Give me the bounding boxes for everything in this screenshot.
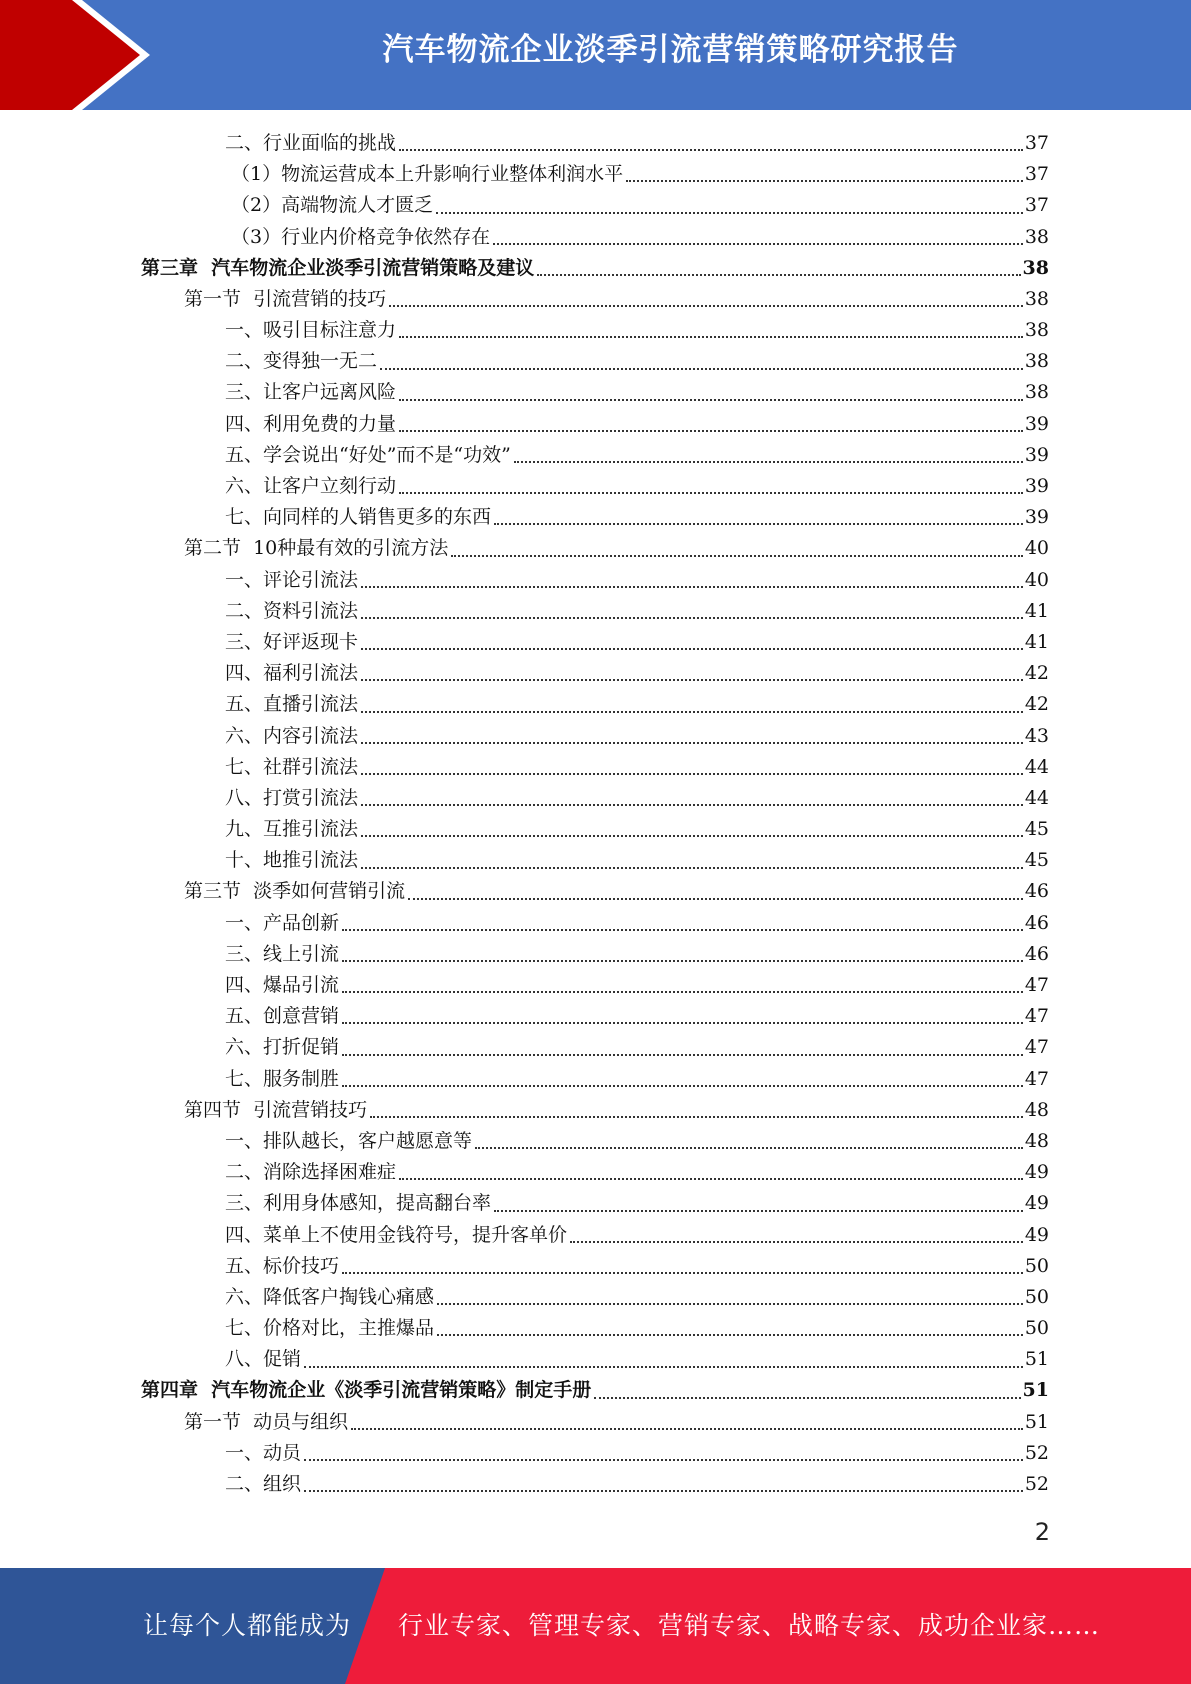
toc-dot-leader xyxy=(514,460,1023,463)
toc-dot-leader xyxy=(399,148,1023,151)
toc-entry-page: 41 xyxy=(1024,630,1049,653)
toc-entry-section[interactable] xyxy=(141,1095,1049,1126)
toc-dot-leader xyxy=(304,1365,1023,1368)
toc-dot-leader xyxy=(361,803,1023,806)
toc-entry-label: 七、服务制胜 xyxy=(225,1067,340,1090)
toc-dot-leader xyxy=(570,1240,1023,1243)
toc-dot-leader xyxy=(342,928,1023,931)
toc-entry-item[interactable] xyxy=(141,471,1049,502)
toc-entry-item[interactable] xyxy=(141,596,1049,627)
toc-entry-sub[interactable] xyxy=(141,190,1049,221)
toc-entry-chapter[interactable] xyxy=(141,1376,1049,1407)
toc-entry-label: 二、组织 xyxy=(225,1473,302,1496)
footer-slogan-right: 行业专家、管理专家、营销专家、战略专家、成功企业家…… xyxy=(398,1611,1101,1640)
toc-entry-page: 46 xyxy=(1024,911,1049,934)
toc-dot-leader xyxy=(380,367,1023,370)
toc-entry-section[interactable] xyxy=(141,1407,1049,1438)
toc-entry-section[interactable] xyxy=(141,533,1049,564)
toc-entry-page: 42 xyxy=(1024,693,1049,716)
toc-entry-label: 八、促销 xyxy=(225,1348,302,1371)
toc-entry-item[interactable] xyxy=(141,627,1049,658)
toc-entry-page: 50 xyxy=(1024,1317,1049,1340)
toc-entry-page: 39 xyxy=(1024,506,1049,529)
toc-entry-item[interactable] xyxy=(141,939,1049,970)
toc-entry-label: 八、打赏引流法 xyxy=(225,786,359,809)
toc-dot-leader xyxy=(361,616,1023,619)
toc-entry-item[interactable] xyxy=(141,689,1049,720)
toc-dot-leader xyxy=(361,678,1023,681)
toc-entry-page: 45 xyxy=(1024,849,1049,872)
toc-entry-label: 四、菜单上不使用金钱符号，提升客单价 xyxy=(225,1223,568,1246)
toc-entry-label: 第三章 汽车物流企业淡季引流营销策略及建议 xyxy=(141,256,535,279)
toc-entry-label: 三、好评返现卡 xyxy=(225,630,359,653)
toc-entry-label: 一、评论引流法 xyxy=(225,568,359,591)
toc-entry-sub[interactable] xyxy=(141,159,1049,190)
toc-entry-page: 46 xyxy=(1024,942,1049,965)
toc-entry-label: 六、让客户立刻行动 xyxy=(225,475,397,498)
toc-entry-item[interactable] xyxy=(141,1188,1049,1219)
toc-entry-item[interactable] xyxy=(141,1313,1049,1344)
toc-entry-page: 47 xyxy=(1024,1067,1049,1090)
toc-entry-section[interactable] xyxy=(141,877,1049,908)
toc-entry-page: 38 xyxy=(1024,381,1049,404)
toc-dot-leader xyxy=(594,1396,1020,1399)
toc-entry-label: （3）行业内价格竞争依然存在 xyxy=(231,225,491,248)
toc-entry-page: 44 xyxy=(1024,786,1049,809)
toc-entry-label: 三、线上引流 xyxy=(225,942,340,965)
toc-dot-leader xyxy=(342,1021,1023,1024)
toc-entry-item[interactable] xyxy=(141,721,1049,752)
toc-entry-item[interactable] xyxy=(141,1064,1049,1095)
toc-entry-item[interactable] xyxy=(141,409,1049,440)
toc-entry-label: 第二节 10种最有效的引流方法 xyxy=(184,537,449,560)
chevron-arrow-icon xyxy=(0,0,140,110)
page-number: 2 xyxy=(1034,1518,1050,1546)
toc-entry-label: 四、福利引流法 xyxy=(225,662,359,685)
toc-entry-page: 46 xyxy=(1024,880,1049,903)
toc-entry-item[interactable] xyxy=(141,970,1049,1001)
toc-entry-label: 一、动员 xyxy=(225,1441,302,1464)
footer-slogan-left: 让每个人都能成为 xyxy=(143,1611,352,1640)
toc-entry-label: 七、价格对比，主推爆品 xyxy=(225,1317,435,1340)
toc-entry-chapter[interactable] xyxy=(141,253,1049,284)
toc-entry-page: 38 xyxy=(1022,256,1049,279)
toc-entry-page: 40 xyxy=(1024,568,1049,591)
toc-dot-leader xyxy=(494,1209,1023,1212)
toc-dot-leader xyxy=(399,1177,1023,1180)
toc-dot-leader xyxy=(370,1115,1023,1118)
toc-entry-page: 45 xyxy=(1024,818,1049,841)
toc-entry-item[interactable] xyxy=(141,1469,1049,1500)
toc-dot-leader xyxy=(399,335,1023,338)
toc-entry-label: 五、学会说出“好处”而不是“功效” xyxy=(225,443,511,466)
toc-entry-page: 49 xyxy=(1024,1192,1049,1215)
toc-dot-leader xyxy=(493,242,1023,245)
toc-dot-leader xyxy=(399,429,1023,432)
toc-entry-label: 二、消除选择困难症 xyxy=(225,1161,397,1184)
toc-entry-page: 50 xyxy=(1024,1254,1049,1277)
toc-entry-item[interactable] xyxy=(141,378,1049,409)
toc-entry-item[interactable] xyxy=(141,1282,1049,1313)
toc-entry-page: 37 xyxy=(1024,163,1049,186)
toc-dot-leader xyxy=(451,554,1023,557)
toc-entry-label: 一、产品创新 xyxy=(225,911,340,934)
toc-entry-label: 五、创意营销 xyxy=(225,1005,340,1028)
toc-entry-label: 第三节 淡季如何营销引流 xyxy=(184,880,406,903)
toc-dot-leader xyxy=(361,710,1023,713)
toc-dot-leader xyxy=(361,772,1023,775)
toc-entry-label: 七、社群引流法 xyxy=(225,755,359,778)
toc-entry-page: 48 xyxy=(1024,1129,1049,1152)
toc-dot-leader xyxy=(537,273,1020,276)
toc-entry-label: 二、变得独一无二 xyxy=(225,350,378,373)
toc-entry-page: 50 xyxy=(1024,1285,1049,1308)
toc-entry-label: 一、排队越长，客户越愿意等 xyxy=(225,1129,473,1152)
toc-entry-label: 九、互推引流法 xyxy=(225,818,359,841)
toc-entry-label: 六、打折促销 xyxy=(225,1036,340,1059)
toc-entry-page: 41 xyxy=(1024,599,1049,622)
toc-dot-leader xyxy=(361,866,1023,869)
toc-entry-label: （2）高端物流人才匮乏 xyxy=(231,194,434,217)
toc-dot-leader xyxy=(389,304,1023,307)
toc-dot-leader xyxy=(399,491,1023,494)
toc-dot-leader xyxy=(361,834,1023,837)
toc-entry-item[interactable] xyxy=(141,1032,1049,1063)
toc-entry-item[interactable] xyxy=(141,1438,1049,1469)
toc-entry-item[interactable] xyxy=(141,783,1049,814)
toc-dot-leader xyxy=(304,1489,1023,1492)
toc-entry-page: 38 xyxy=(1024,287,1049,310)
toc-entry-sub[interactable] xyxy=(141,222,1049,253)
page-header xyxy=(0,0,1191,110)
toc-dot-leader xyxy=(361,647,1023,650)
toc-entry-page: 38 xyxy=(1024,350,1049,373)
toc-entry-label: 四、爆品引流 xyxy=(225,974,340,997)
toc-entry-page: 37 xyxy=(1024,194,1049,217)
toc-entry-label: 五、直播引流法 xyxy=(225,693,359,716)
toc-entry-item[interactable] xyxy=(141,502,1049,533)
toc-entry-item[interactable] xyxy=(141,1344,1049,1375)
toc-entry-page: 49 xyxy=(1024,1161,1049,1184)
toc-dot-leader xyxy=(361,585,1023,588)
toc-entry-label: 六、降低客户掏钱心痛感 xyxy=(225,1285,435,1308)
toc-entry-label: （1）物流运营成本上升影响行业整体利润水平 xyxy=(231,163,624,186)
toc-entry-item[interactable] xyxy=(141,128,1049,159)
toc-entry-label: 六、内容引流法 xyxy=(225,724,359,747)
toc-dot-leader xyxy=(437,1302,1023,1305)
toc-entry-page: 42 xyxy=(1024,662,1049,685)
toc-entry-page: 48 xyxy=(1024,1098,1049,1121)
toc-dot-leader xyxy=(437,1333,1023,1336)
toc-entry-page: 43 xyxy=(1024,724,1049,747)
table-of-contents xyxy=(141,128,1049,1500)
toc-dot-leader xyxy=(342,990,1023,993)
toc-entry-label: 三、利用身体感知，提高翻台率 xyxy=(225,1192,492,1215)
toc-dot-leader xyxy=(342,1271,1023,1274)
toc-entry-page: 49 xyxy=(1024,1223,1049,1246)
toc-dot-leader xyxy=(626,179,1023,182)
toc-entry-label: 第四章 汽车物流企业《淡季引流营销策略》制定手册 xyxy=(141,1379,592,1402)
toc-entry-label: 十、地推引流法 xyxy=(225,849,359,872)
toc-entry-page: 38 xyxy=(1024,319,1049,342)
toc-entry-label: 第一节 动员与组织 xyxy=(184,1410,349,1433)
toc-entry-page: 52 xyxy=(1024,1473,1049,1496)
toc-entry-page: 37 xyxy=(1024,131,1049,154)
toc-entry-item[interactable] xyxy=(141,346,1049,377)
toc-dot-leader xyxy=(342,1084,1023,1087)
toc-entry-item[interactable] xyxy=(141,565,1049,596)
toc-entry-item[interactable] xyxy=(141,814,1049,845)
report-title: 汽车物流企业淡季引流营销策略研究报告 xyxy=(382,32,959,68)
toc-entry-item[interactable] xyxy=(141,908,1049,939)
toc-entry-item[interactable] xyxy=(141,1251,1049,1282)
toc-entry-item[interactable] xyxy=(141,1220,1049,1251)
toc-dot-leader xyxy=(351,1427,1023,1430)
toc-entry-label: 第四节 引流营销技巧 xyxy=(184,1098,368,1121)
toc-entry-label: 二、行业面临的挑战 xyxy=(225,131,397,154)
toc-dot-leader xyxy=(342,1053,1023,1056)
toc-entry-item[interactable] xyxy=(141,752,1049,783)
toc-entry-label: 四、利用免费的力量 xyxy=(225,412,397,435)
toc-dot-leader xyxy=(494,522,1023,525)
toc-entry-page: 38 xyxy=(1024,225,1049,248)
toc-entry-item[interactable] xyxy=(141,1001,1049,1032)
toc-entry-item[interactable] xyxy=(141,1126,1049,1157)
toc-dot-leader xyxy=(408,897,1023,900)
toc-entry-item[interactable] xyxy=(141,658,1049,689)
page-footer xyxy=(0,1568,1191,1684)
toc-entry-label: 七、向同样的人销售更多的东西 xyxy=(225,506,492,529)
toc-entry-page: 52 xyxy=(1024,1441,1049,1464)
toc-entry-page: 44 xyxy=(1024,755,1049,778)
toc-entry-page: 47 xyxy=(1024,1036,1049,1059)
toc-dot-leader xyxy=(304,1458,1023,1461)
toc-dot-leader xyxy=(475,1146,1023,1149)
toc-entry-page: 39 xyxy=(1024,443,1049,466)
toc-dot-leader xyxy=(436,211,1023,214)
toc-dot-leader xyxy=(399,398,1023,401)
toc-entry-page: 51 xyxy=(1024,1410,1049,1433)
toc-entry-label: 一、吸引目标注意力 xyxy=(225,319,397,342)
toc-entry-page: 40 xyxy=(1024,537,1049,560)
toc-entry-page: 39 xyxy=(1024,412,1049,435)
toc-entry-page: 51 xyxy=(1024,1348,1049,1371)
toc-entry-page: 51 xyxy=(1022,1379,1049,1402)
toc-entry-section[interactable] xyxy=(141,284,1049,315)
toc-entry-label: 三、让客户远离风险 xyxy=(225,381,397,404)
toc-entry-item[interactable] xyxy=(141,315,1049,346)
toc-entry-label: 五、标价技巧 xyxy=(225,1254,340,1277)
toc-entry-item[interactable] xyxy=(141,440,1049,471)
toc-dot-leader xyxy=(342,959,1023,962)
toc-entry-label: 二、资料引流法 xyxy=(225,599,359,622)
toc-dot-leader xyxy=(361,741,1023,744)
toc-entry-page: 47 xyxy=(1024,974,1049,997)
toc-entry-item[interactable] xyxy=(141,845,1049,876)
toc-entry-page: 47 xyxy=(1024,1005,1049,1028)
toc-entry-item[interactable] xyxy=(141,1157,1049,1188)
toc-entry-page: 39 xyxy=(1024,475,1049,498)
toc-entry-label: 第一节 引流营销的技巧 xyxy=(184,287,387,310)
